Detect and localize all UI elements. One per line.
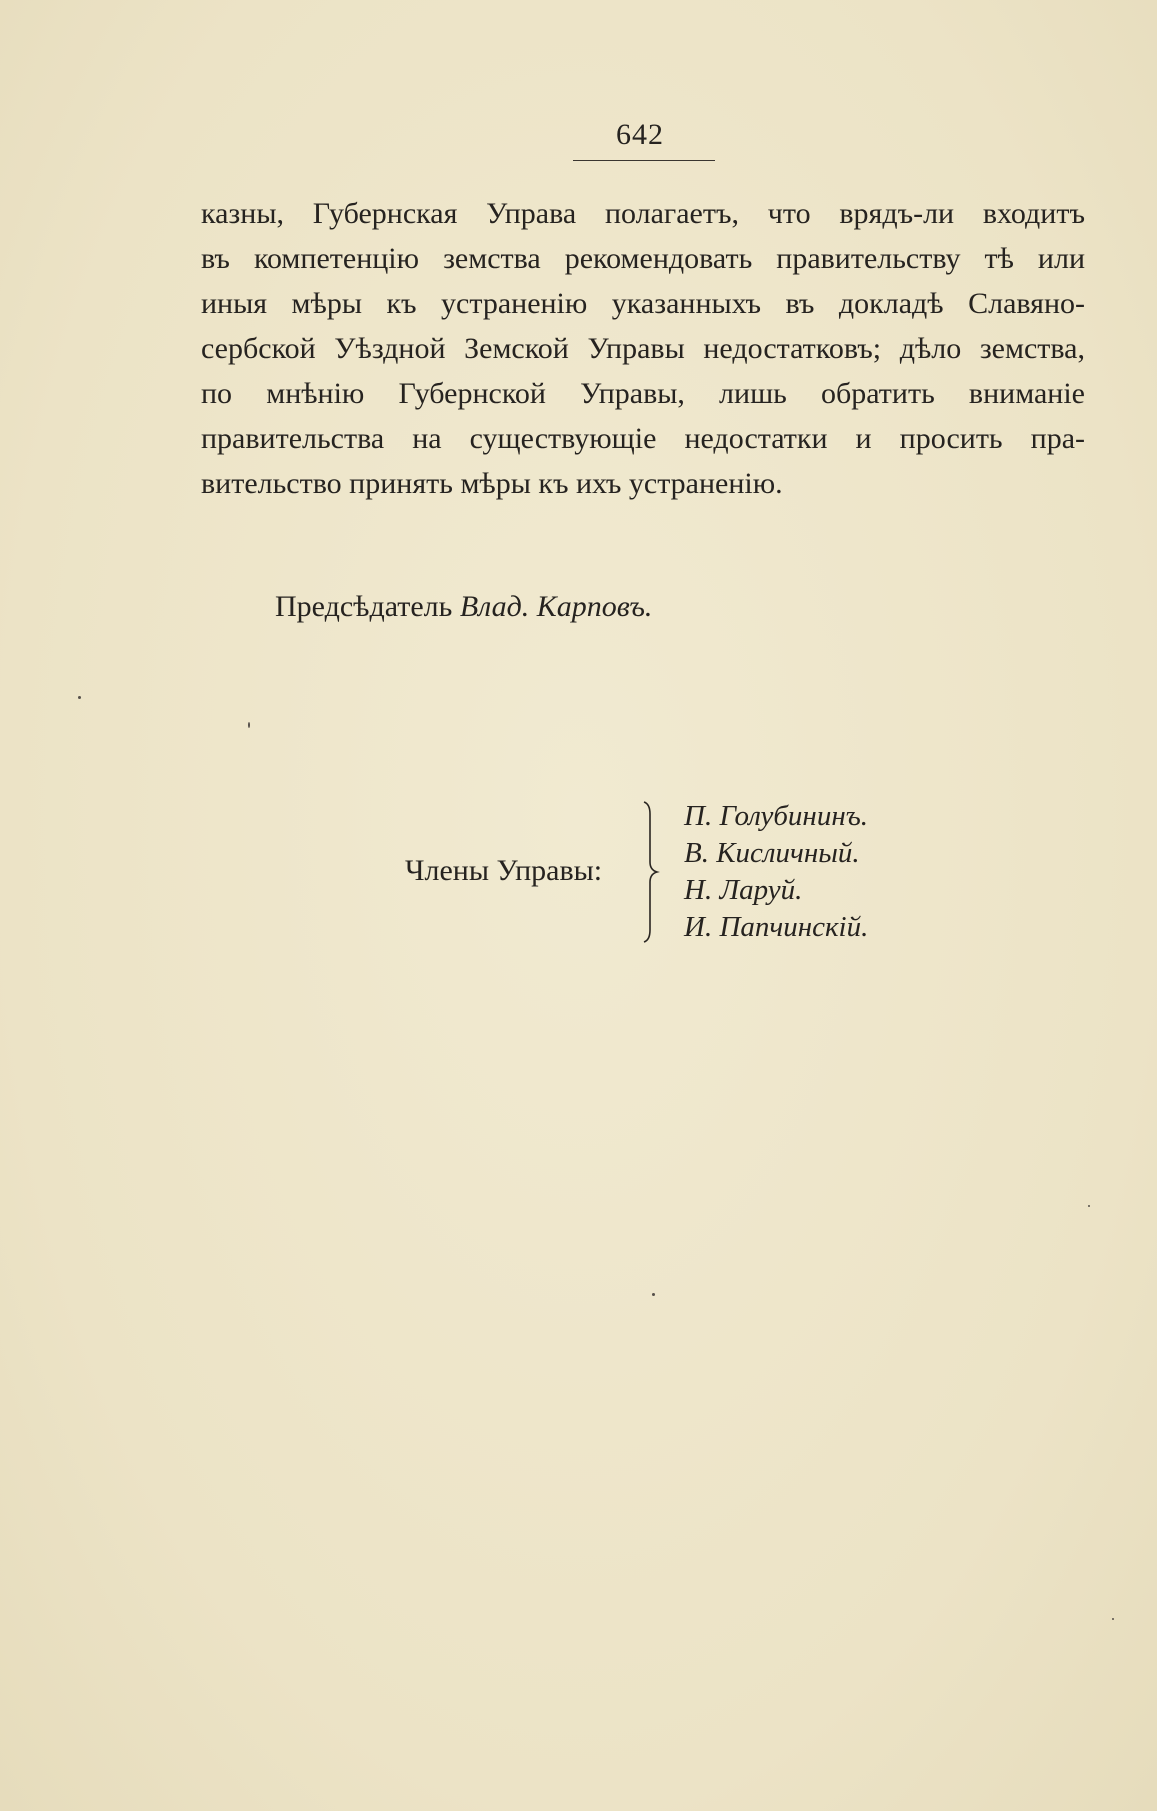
members-list bbox=[684, 798, 868, 946]
chairman-signature bbox=[275, 590, 652, 624]
members-label: Члены Управы: bbox=[405, 854, 603, 887]
paragraph-line: въ компетенцію земства рекомендовать правительству тѣ или bbox=[201, 242, 1085, 275]
chairman-title: Предсѣдатель bbox=[275, 590, 453, 623]
paragraph-line: сербской Уѣздной Земской Управы недостатковъ; дѣло земства, bbox=[201, 332, 1085, 365]
paragraph-line: иныя мѣры къ устраненію указанныхъ въ докладѣ Славяно- bbox=[201, 287, 1085, 320]
paragraph-line: правительства на существующіе недостатки и просить пра- bbox=[201, 422, 1085, 455]
paper-speck bbox=[1088, 1205, 1090, 1207]
member-name: И. Папчинскій. bbox=[684, 911, 869, 943]
chairman-name: Влад. Карповъ. bbox=[459, 590, 653, 623]
paper-speck bbox=[78, 696, 81, 699]
member-name: В. Кисличный. bbox=[684, 837, 860, 869]
page-number: 642 bbox=[616, 118, 664, 151]
body-paragraph bbox=[201, 191, 1085, 506]
page-number-rule bbox=[573, 160, 715, 161]
paper-speck bbox=[652, 1293, 655, 1296]
paper-speck bbox=[248, 722, 250, 728]
member-name: Н. Ларуй. bbox=[684, 874, 803, 906]
paragraph-line: по мнѣнію Губернской Управы, лишь обратить вниманіе bbox=[201, 377, 1085, 410]
member-name: П. Голубининъ. bbox=[684, 800, 869, 832]
paper-speck bbox=[1112, 1618, 1114, 1620]
paragraph-line: казны, Губернская Управа полагаетъ, что врядъ-ли входитъ bbox=[201, 197, 1085, 230]
paragraph-line: вительство принять мѣры къ ихъ устраненію. bbox=[201, 467, 783, 500]
curly-brace-icon bbox=[640, 800, 662, 944]
